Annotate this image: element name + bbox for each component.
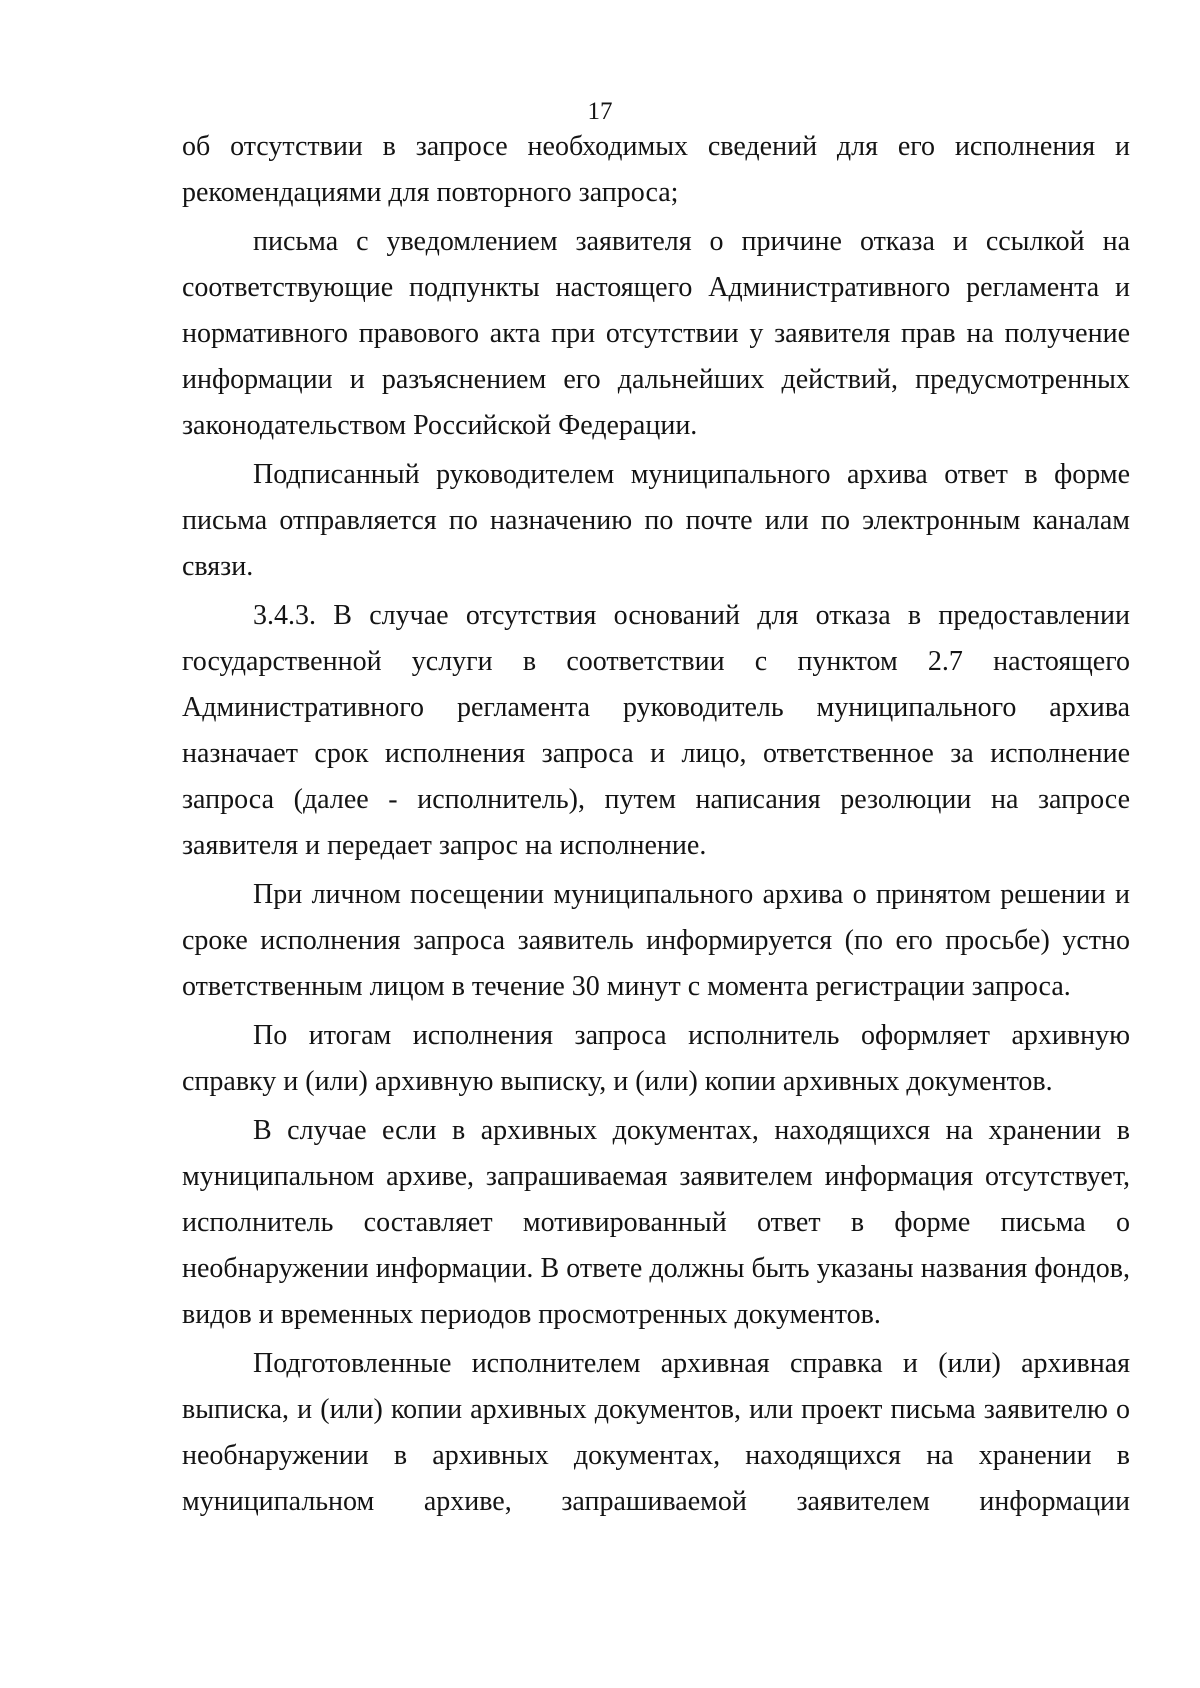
paragraph-section-3-4-3: 3.4.3. В случае отсутствия оснований для отказа в предоставлении государственной услуги в соответствии с пунктом 2.7 настоящего Административного регламента руководитель муниципального архива назначает срок исполнения запроса и лицо, ответственное за исполнение запроса (далее - исполнитель), путем написания резолюции на запросе заявителя и передает запрос на исполнение.: [182, 600, 1130, 861]
paragraph-continuation: об отсутствии в запросе необходимых сведений для его исполнения и рекомендациями для повторного запроса;: [182, 131, 1130, 208]
document-body: [182, 124, 1130, 1528]
paragraph-execution-results: По итогам исполнения запроса исполнитель оформляет архивную справку и (или) архивную выписку, и (или) копии архивных документов.: [182, 1020, 1130, 1097]
paragraph-personal-visit: При личном посещении муниципального архива о принятом решении и сроке исполнения запроса заявитель информируется (по его просьбе) устно ответственным лицом в течение 30 минут с момента регистрации запроса.: [182, 879, 1130, 1002]
paragraph-signed-reply: Подписанный руководителем муниципального архива ответ в форме письма отправляется по назначению по почте или по электронным каналам связи.: [182, 459, 1130, 582]
paragraph-information-absent: В случае если в архивных документах, находящихся на хранении в муниципальном архиве, запрашиваемая заявителем информация отсутствует, исполнитель составляет мотивированный ответ в форме письма о необнаружении информации. В ответе должны быть указаны названия фондов, видов и временных периодов просмотренных документов.: [182, 1115, 1130, 1330]
paragraph-prepared-documents: Подготовленные исполнителем архивная справка и (или) архивная выписка, и (или) копии архивных документов, или проект письма заявителю о необнаружении в архивных документах, находящихся на хранении в муниципальном архиве, запрашиваемой заявителем информации: [182, 1348, 1130, 1517]
paragraph-refusal-letter: письма с уведомлением заявителя о причине отказа и ссылкой на соответствующие подпункты настоящего Административного регламента и нормативного правового акта при отсутствии у заявителя прав на получение информации и разъяснением его дальнейших действий, предусмотренных законодательством Российской Федерации.: [182, 226, 1130, 441]
page-number: 17: [587, 98, 613, 125]
